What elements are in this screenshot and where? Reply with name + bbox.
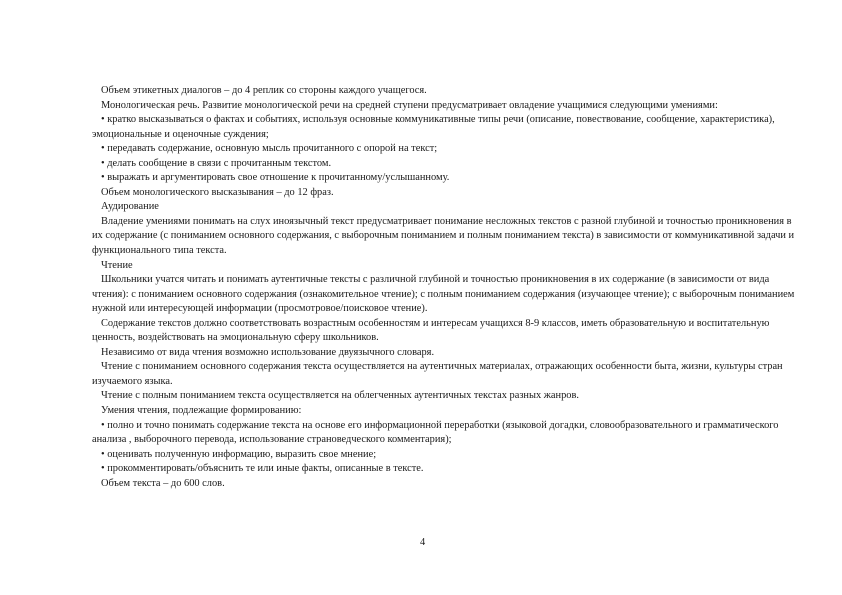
- heading-listening: Аудирование: [101, 201, 159, 213]
- page-number: 4: [420, 537, 426, 548]
- bullet-convey-content: • передавать содержание, основную мысль прочитанного с опорой на текст;: [101, 143, 438, 155]
- paragraph-reading-skills: Умения чтения, подлежащие формированию:: [101, 405, 302, 417]
- paragraph-main-content-reading: Чтение с пониманием основного содержания текста осуществляется на аутентичных материалах, отражающих особенности быта, жизни, культуры стран изучаемого языка.: [92, 361, 783, 387]
- paragraph-monologue-intro: Монологическая речь. Развитие монологической речи на средней ступени предусматривает овладение учащимися следующими умениями:: [101, 99, 718, 111]
- paragraph-dictionary: Независимо от вида чтения возможно использование двуязычного словаря.: [101, 346, 435, 358]
- bullet-comment-facts: • прокомментировать/объяснить те или иные факты, описанные в тексте.: [101, 463, 424, 475]
- paragraph-listening: Владение умениями понимать на слух иноязычный текст предусматривает понимание несложных текстов с разной глубиной и точностью проникновения в их содержание (с пониманием основного содержания, с выборочным пониманием и полным пониманием текста) в зависимости от коммуникативной задачи и функционального типа текста.: [92, 215, 795, 257]
- paragraph-full-reading: Чтение с полным пониманием текста осуществляется на облегченных аутентичных текстах разных жанров.: [101, 390, 580, 402]
- paragraph-monologue-volume: Объем монологического высказывания – до 12 фраз.: [101, 186, 334, 198]
- bullet-evaluate-info: • оценивать полученную информацию, выразить свое мнение;: [101, 448, 377, 460]
- paragraph-reading-types: Школьники учатся читать и понимать аутентичные тексты с различной глубиной и точностью проникновения в их содержание (в зависимости от вида чтения): с пониманием основного содержания (ознакомительное чтение); с полным пониманием содержания (изучающее чтение); с выборочным пониманием нужной или интересующей информации (просмотровое/поисковое чтение).: [92, 274, 795, 315]
- bullet-brief-statements: • кратко высказываться о фактах и событиях, используя основные коммуникативные типы речи (описание, повествование, сообщение, характеристика), эмоциональные и оценочные суждения;: [92, 114, 775, 140]
- heading-reading: Чтение: [101, 259, 133, 271]
- paragraph-text-content: Содержание текстов должно соответствовать возрастным особенностям и интересам учащихся 8-9 классов, иметь образовательную и воспитательную ценность, воздействовать на эмоциональную сферу школьников.: [92, 317, 770, 344]
- bullet-express-attitude: • выражать и аргументировать свое отношение к прочитанному/услышанному.: [101, 172, 450, 184]
- bullet-make-report: • делать сообщение в связи с прочитанным текстом.: [101, 157, 332, 169]
- paragraph-dialogue-volume: Объем этикетных диалогов – до 4 реплик со стороны каждого учащегося.: [101, 85, 427, 96]
- bullet-understand-text: • полно и точно понимать содержание текста на основе его информационной переработки (языковой догадки, словообразовательного и грамматического анализа , выборочного перевода, использование страноведческого комментария);: [92, 419, 779, 446]
- paragraph-text-volume: Объем текста – до 600 слов.: [101, 477, 225, 489]
- document-body: [92, 84, 796, 491]
